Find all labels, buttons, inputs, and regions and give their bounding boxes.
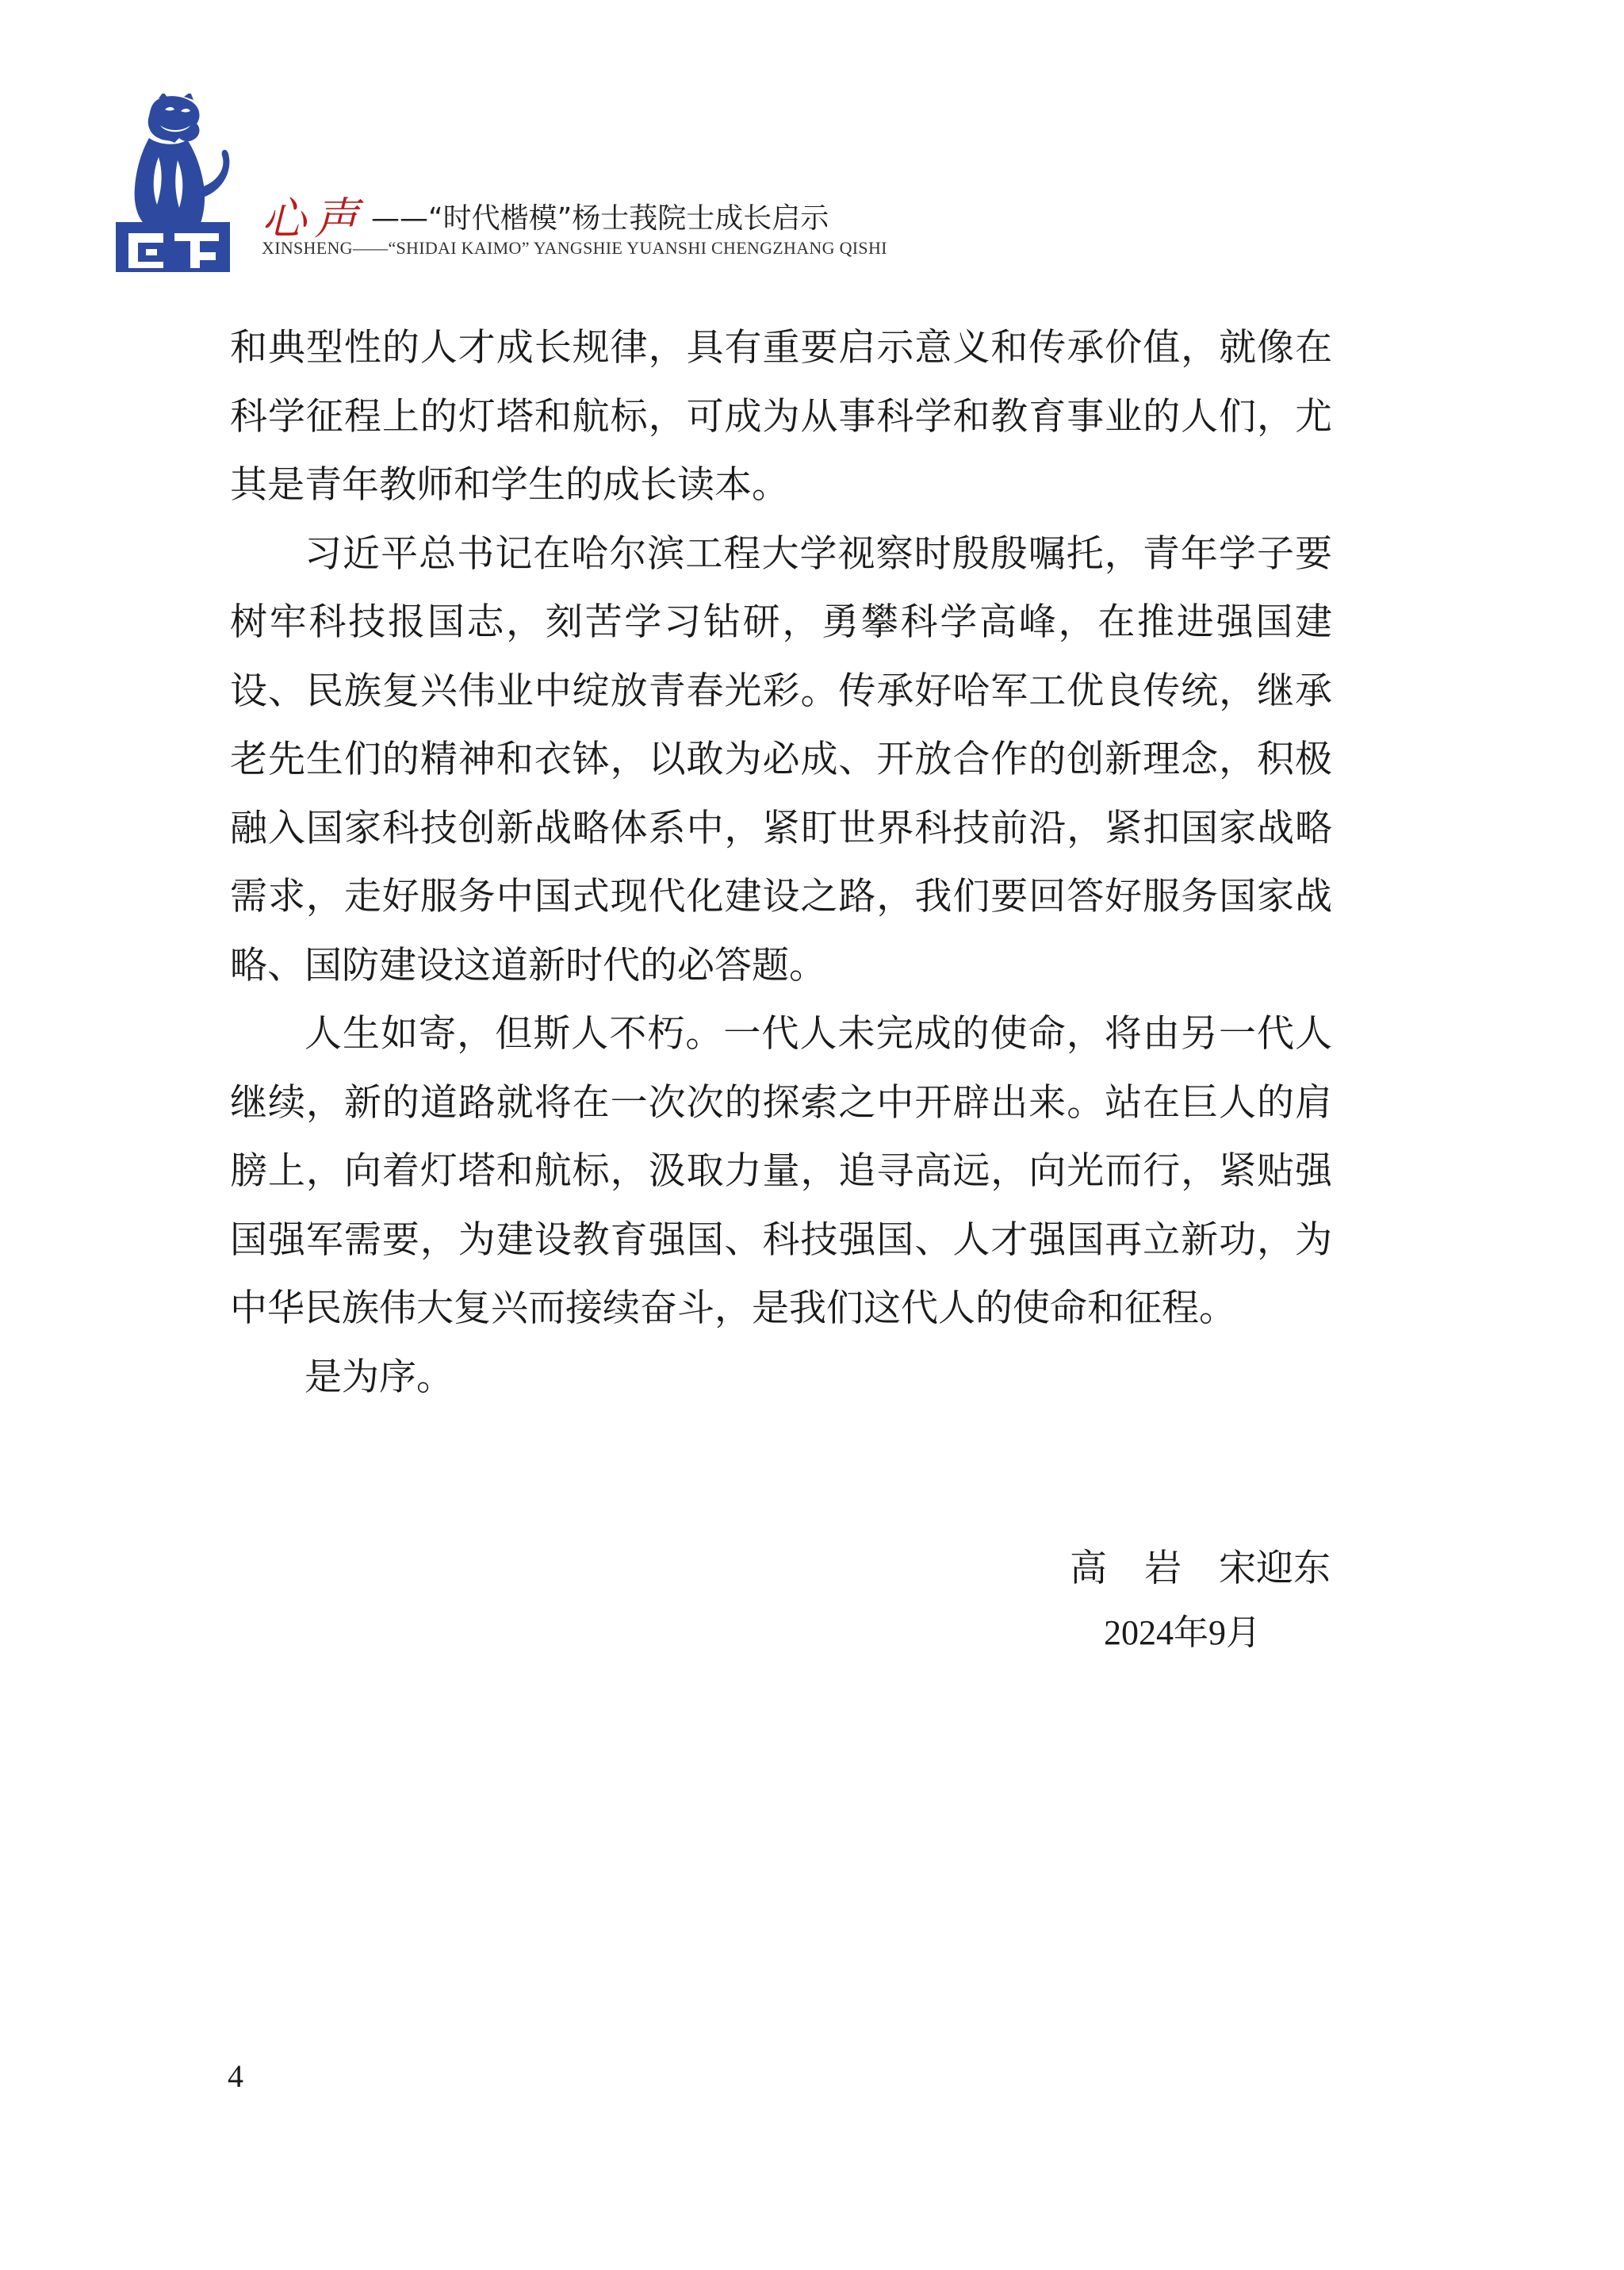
tiger-statue-logo-icon (111, 94, 234, 272)
title-xinsheng: 心声 (262, 194, 366, 245)
author-signature: 高 岩 宋迎东 (1070, 1547, 1331, 1590)
page-header (111, 94, 983, 276)
signature-date: 2024年9月 (1104, 1613, 1261, 1652)
paragraph: 和典型性的人才成长规律，具有重要启示意义和传承价值，就像在科学征程上的灯塔和航标，可成为从事科学和教育事业的人们，尤其是青年教师和学生的成长读本。 (230, 326, 1332, 507)
paragraph: 习近平总书记在哈尔滨工程大学视察时殷殷嘱托，青年学子要树牢科技报国志，刻苦学习钻研，勇攀科学高峰，在推进强国建设、民族复兴伟业中绽放青春光彩。传承好哈军工优良传统，继承老先生们的精神和衣钵，以敢为必成、开放合作的创新理念，积极融入国家科技创新战略体系中，紧盯世界科技前沿，紧扣国家战略需求，走好服务中国式现代化建设之路，我们要回答好服务国家战略、国防建设这道新时代的必答题。 (230, 531, 1332, 987)
title-rest: ——“时代楷模”杨士莪院士成长启示 (371, 201, 829, 235)
paragraph: 是为序。 (304, 1355, 454, 1399)
page-number: 4 (228, 2058, 243, 2094)
running-subtitle: XINSHENG——“SHIDAI KAIMO” YANGSHIE YUANSHI CHENGZHANG QISHI (262, 238, 887, 258)
body-text (230, 314, 1332, 1412)
paragraph: 人生如寄，但斯人不朽。一代人未完成的使命，将由另一代人继续，新的道路就将在一次次的探索之中开辟出来。站在巨人的肩膀上，向着灯塔和航标，汲取力量，追寻高远，向光而行，紧贴强国强军需要，为建设教育强国、科技强国、人才强国再立新功，为中华民族伟大复兴而接续奋斗，是我们这代人的使命和征程。 (230, 1012, 1332, 1330)
